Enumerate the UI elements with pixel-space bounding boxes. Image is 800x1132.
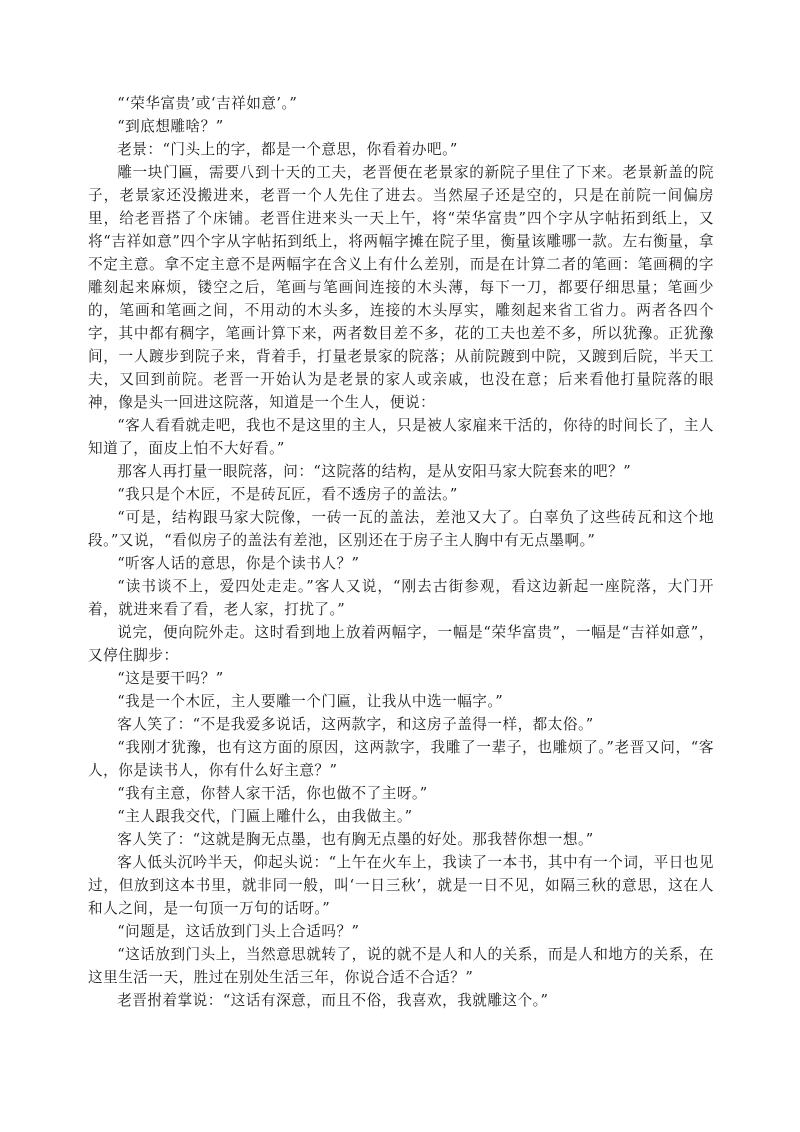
paragraph: 说完，便向院外走。这时看到地上放着两幅字，一幅是“荣华富贵”，一幅是“吉祥如意”，又停住脚步： [88,624,714,664]
paragraph: “这是要干吗？” [117,670,224,687]
paragraph: 客人笑了：“这就是胸无点墨，也有胸无点墨的好处。那我替你想一想。” [117,831,594,848]
paragraph: “主人跟我交代，门匾上雕什么，由我做主。” [117,808,413,825]
paragraph: 老景：“门头上的字，都是一个意思，你看着办吧。” [117,141,458,158]
paragraph: “这话放到门头上，当然意思就转了，说的就不是人和人的关系，而是人和地方的关系，在这里生活一天，胜过在别处生活三年，你说合适不合适？” [88,946,714,986]
paragraph: “问题是，这话放到门头上合适吗？” [117,923,360,940]
paragraph: “我刚才犹豫，也有这方面的原因，这两款字，我雕了一辈子，也雕烦了。”老晋又问，“客人，你是读书人，你有什么好主意？” [88,739,714,779]
paragraph: “客人看看就走吧，我也不是这里的主人，只是被人家雇来干活的，你待的时间长了，主人知道了，面皮上怕不大好看。” [88,417,714,457]
paragraph: 客人低头沉吟半天，仰起头说：“上午在火车上，我读了一本书，其中有一个词，平日也见过，但放到这本书里，就非同一般，叫‘一日三秋’，就是一日不见，如隔三秋的意思，这在人和人之间，是一句顶一万句的话呀。” [88,854,714,917]
paragraph: “可是，结构跟马家大院像，一砖一瓦的盖法，差池又大了。白辜负了这些砖瓦和这个地段。”又说，“看似房子的盖法有差池，区别还在于房子主人胸中有无点墨啊。” [88,509,714,549]
paragraph: 那客人再打量一眼院落，问：“这院落的结构，是从安阳马家大院套来的吧？” [117,463,632,480]
paragraph: “到底想雕啥？” [117,118,224,135]
paragraph: “听客人话的意思，你是个读书人？” [117,555,360,572]
paragraph: “读书谈不上，爱四处走走。”客人又说，“刚去古街参观，看这边新起一座院落，大门开着，就进来看了看，老人家，打扰了。” [88,578,714,618]
paragraph: 老晋拊着掌说：“这话有深意，而且不俗，我喜欢，我就雕这个。” [117,992,549,1009]
paragraph: “我是一个木匠，主人要雕一个门匾，让我从中选一幅字。” [117,693,504,710]
story-text [88,92,714,1012]
paragraph: 客人笑了：“不是我爱多说话，这两款字，和这房子盖得一样，都太俗。” [117,716,594,733]
paragraph: “我只是个木匠，不是砖瓦匠，看不透房子的盖法。” [117,486,458,503]
paragraph: “‘荣华富贵’或‘吉祥如意’。” [117,95,298,112]
paragraph: 雕一块门匾，需要八到十天的工夫，老晋便在老景家的新院子里住了下来。老景新盖的院子，老景家还没搬进来，老晋一个人先住了进去。当然屋子还是空的，只是在前院一间偏房里，给老晋搭了个床铺。老晋住进来头一天上午，将“荣华富贵”四个字从字帖拓到纸上，又将“吉祥如意”四个字从字帖拓到纸上，将两幅字摊在院子里，衡量该雕哪一款。左右衡量，拿不定主意。拿不定主意不是两幅字在含义上有什么差别，而是在计算二者的笔画：笔画稠的字雕刻起来麻烦，镂空之后，笔画与笔画间连接的木头薄，每下一刀，都要仔细思量；笔画少的，笔画和笔画之间，不用动的木头多，连接的木头厚实，雕刻起来省工省力。两者各四个字，其中都有稠字，笔画计算下来，两者数目差不多，花的工夫也差不多，所以犹豫。正犹豫间，一人踱步到院子来，背着手，打量老景家的院落；从前院踱到中院，又踱到后院，半天工夫，又回到前院。老晋一开始认为是老景的家人或亲戚，也没在意；后来看他打量院落的眼神，像是头一回进这院落，知道是一个生人，便说： [88,164,714,411]
paragraph: “我有主意，你替人家干活，你也做不了主呀。” [117,785,428,802]
